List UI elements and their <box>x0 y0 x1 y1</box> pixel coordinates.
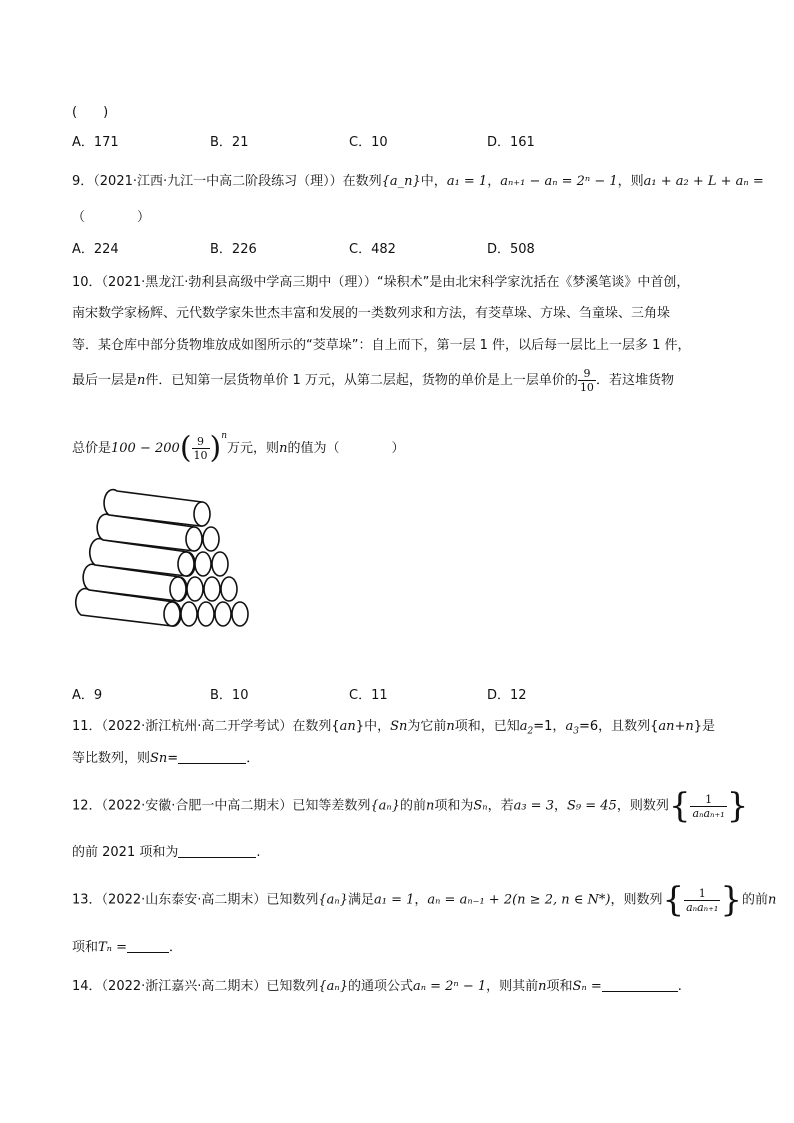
q12-answer-blank <box>178 843 256 858</box>
q12-1b: 的前 <box>399 798 426 814</box>
q12-1d: ，若 <box>487 798 514 814</box>
q11-2c: ． <box>246 751 260 766</box>
q12-left-brace: { <box>668 786 691 826</box>
q12-seq: {aₙ} <box>370 798 400 814</box>
q9-stem: 9．（2021·江西·九江一中高二阶段练习（理））在数列 <box>72 174 382 189</box>
q14-sn: Sₙ = <box>572 979 602 994</box>
q9-option-d: D．508 <box>487 242 535 257</box>
q12-right-brace: } <box>726 786 749 826</box>
q11-1f: =6，且数列{ <box>578 719 659 734</box>
q12-frac-den: aₙaₙ₊₁ <box>692 806 725 820</box>
q10-option-a: A．9 <box>72 688 103 703</box>
q13-1c: ， <box>414 892 428 908</box>
q10-line-5b: 万元，则 <box>227 441 280 456</box>
q11-1a: 11．（2022·浙江杭州·高二开学考试）在数列{ <box>72 719 340 734</box>
q12-sn: Sₙ <box>473 798 488 814</box>
q10-total-expression: 100 − 200 <box>111 441 180 456</box>
q12-a3: a₃ = 3 <box>513 798 554 814</box>
q12-1e: ， <box>553 798 567 814</box>
q11-an: an <box>339 719 356 734</box>
q9-then: ，则 <box>617 174 644 189</box>
q13-2b: ． <box>168 940 182 955</box>
q10-ratio-denominator: 10 <box>579 381 594 394</box>
q13-seq: {aₙ} <box>318 892 348 908</box>
q8-answer-paren: ( ) <box>72 105 109 120</box>
q14-1c: ，则其前 <box>486 979 539 994</box>
q10-option-c: C．11 <box>349 688 388 703</box>
q10-line-5a: 总价是 <box>72 441 112 456</box>
q14-seq: {aₙ} <box>318 979 348 994</box>
q10-line-3: 等．某仓库中部分货物堆放成如图所示的“茭草垛”：自上而下，第一层 1 件，以后每一层比上一层多 1 件， <box>72 338 691 353</box>
q11-1e: =1， <box>533 719 566 734</box>
q11-sn: Sn <box>390 719 408 734</box>
q10-power-numerator: 9 <box>192 435 210 449</box>
q13-a1: a₁ = 1 <box>373 892 415 908</box>
q10-power-denominator: 10 <box>193 449 208 462</box>
q14-formula: aₙ = 2ⁿ − 1 <box>412 979 487 994</box>
q11-2b: = <box>167 751 179 766</box>
q14-1a: 14．（2022·浙江嘉兴·高二期末）已知数列 <box>72 979 319 994</box>
q13-1a: 13．（2022·山东泰安·高二期末）已知数列 <box>72 892 319 908</box>
q10-n: n <box>137 373 146 388</box>
q10-exponent: n <box>221 431 228 441</box>
q12-line-1 <box>72 786 748 827</box>
q11-answer-blank <box>178 749 246 764</box>
q11-a3: a <box>565 719 574 734</box>
q10-power-fraction <box>192 435 210 462</box>
q12-fraction <box>690 793 726 820</box>
q14-answer-blank <box>602 977 678 992</box>
q9-condition-2: aₙ₊₁ − aₙ = 2ⁿ − 1 <box>500 174 618 189</box>
q9-comma: ， <box>487 174 501 189</box>
q13-1e: 的前 <box>741 892 768 908</box>
q13-left-brace: { <box>662 880 685 920</box>
q9-answer-paren: （ ） <box>72 210 151 225</box>
q12-1a: 12．（2022·安徽·合肥一中高二期末）已知等差数列 <box>72 798 371 814</box>
q13-right-brace: } <box>720 880 742 920</box>
q9-option-b: B．226 <box>210 242 257 257</box>
q11-1c: 为它前 <box>407 719 447 734</box>
q10-option-d: D．12 <box>487 688 527 703</box>
q12-line-2 <box>72 843 261 863</box>
q11-a3-sub: 3 <box>573 726 579 737</box>
q13-n: n <box>768 892 777 908</box>
q12-1f: ，则数列 <box>616 798 669 814</box>
q13-fraction <box>684 887 720 914</box>
q13-frac-num: 1 <box>684 887 720 901</box>
q10-line-1: 10．（2021·黑龙江·勃利县高级中学高三期中（理））“垛积术”是由北宋科学家沈括在《梦溪笔谈》中首创， <box>72 275 690 290</box>
q14-1b: 的通项公式 <box>347 979 413 994</box>
q12-frac-num: 1 <box>690 793 726 807</box>
q14-1e: . <box>677 979 682 994</box>
q9-stem-line <box>72 172 764 192</box>
q10-left-paren: ( <box>179 430 192 466</box>
stacked-cylinders-figure <box>72 483 252 648</box>
q10-line-4a: 最后一层是 <box>72 373 138 388</box>
q11-2a: 等比数列，则 <box>72 751 151 766</box>
q12-2b: . <box>256 845 261 860</box>
q13-tn: Tₙ = <box>98 940 127 955</box>
q8-option-d: D．161 <box>487 135 535 150</box>
q13-1d: ，则数列 <box>610 892 663 908</box>
q10-ratio-numerator: 9 <box>578 367 596 381</box>
q13-1b: 满足 <box>347 892 374 908</box>
q11-line-1 <box>72 717 715 742</box>
q10-line-5 <box>72 418 404 467</box>
q13-answer-blank <box>127 938 169 953</box>
q12-s9: S₉ = 45 <box>566 798 617 814</box>
q13-recurrence: aₙ = aₙ₋₁ + 2(n ≥ 2, n ∈ N*) <box>427 892 611 908</box>
q14-line-1 <box>72 977 682 997</box>
q13-line-1 <box>72 880 776 921</box>
q13-line-2 <box>72 938 182 958</box>
q11-n: n <box>446 719 455 734</box>
q9-mid: 中， <box>420 174 447 189</box>
q11-sn-2: Sn <box>150 751 168 766</box>
q9-sum-expression: a₁ + a₂ + L + aₙ = <box>643 174 764 189</box>
q9-condition-1: a₁ = 1 <box>446 174 488 189</box>
q11-a2: a <box>519 719 528 734</box>
q13-2a: 项和 <box>72 940 99 955</box>
q12-n: n <box>425 798 435 814</box>
q14-1d: 项和 <box>546 979 573 994</box>
q12-1c: 项和为 <box>434 798 474 814</box>
q8-option-a: A．171 <box>72 135 119 150</box>
q11-1g: }是 <box>693 719 716 734</box>
q10-ratio-fraction <box>578 367 596 394</box>
q10-line-2: 南宋数学家杨辉、元代数学家朱世杰丰富和发展的一类数列求和方法，有茭草垛、方垛、刍童垛、三角垛 <box>72 306 671 321</box>
q12-2a: 的前 2021 项和为 <box>72 845 179 860</box>
q10-n-2: n <box>279 441 288 456</box>
q11-a2-sub: 2 <box>527 726 534 737</box>
q9-option-a: A．224 <box>72 242 119 257</box>
q8-option-b: B．21 <box>210 135 249 150</box>
q10-option-b: B．10 <box>210 688 249 703</box>
q14-n: n <box>538 979 547 994</box>
q11-ann: an+n <box>658 719 694 734</box>
q9-option-c: C．482 <box>349 242 396 257</box>
q10-right-paren: ) <box>209 430 222 466</box>
q11-line-2 <box>72 749 259 769</box>
q10-line-4 <box>72 366 674 396</box>
q10-line-4b: 件．已知第一层货物单价 1 万元，从第二层起，货物的单价是上一层单价的 <box>145 373 578 388</box>
q10-line-4c: ．若这堆货物 <box>595 373 674 388</box>
q10-line-5c: 的值为（ ） <box>287 441 405 456</box>
q8-option-c: C．10 <box>349 135 388 150</box>
q9-sequence: {a_n} <box>381 174 421 189</box>
q11-1d: 项和，已知 <box>454 719 520 734</box>
q11-1b: }中， <box>355 719 391 734</box>
q13-frac-den: aₙaₙ₊₁ <box>686 900 719 914</box>
